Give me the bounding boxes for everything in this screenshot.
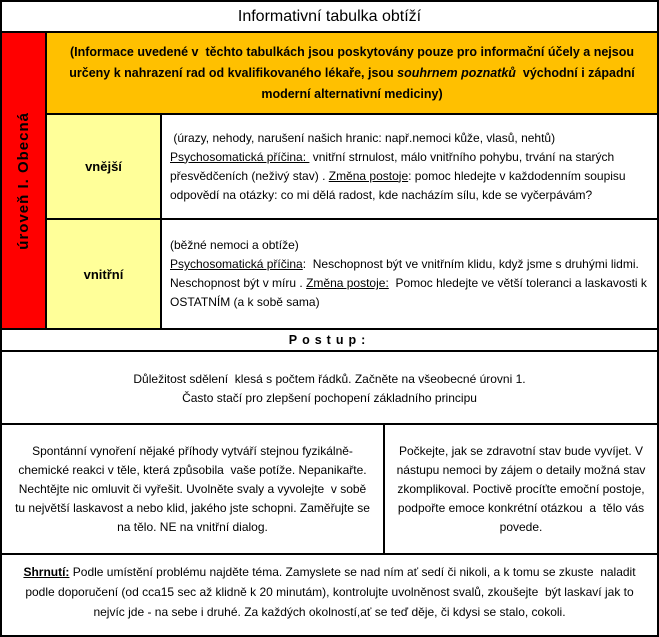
row-content-cell-vnitrni (162, 220, 657, 328)
importance-line-1: Důležitost sdělení klesá s počtem řádků. Začněte na všeobecné úrovni 1. (133, 372, 526, 386)
row-content-cell-vnejsi (162, 115, 657, 218)
row-content-vnitrni: (běžné nemoci a obtíže) Psychosomatická příčina: Neschopnost být ve vnitřním klidu, když jsme s druhými lidmi. Neschopnost být v míru . Změna postoje: Pomoc hledejte ve větší toleranci a laskavosti k OSTATNÍM (a k sobě sama) (170, 238, 651, 309)
table-row-vnejsi (47, 115, 657, 220)
page-title: Informativní tabulka obtíží (2, 2, 657, 33)
summary-text: Shrnutí: Podle umístění problému najděte téma. Zamyslete se nad ním ať sedí či nikoli, a k tomu se zkuste naladit podle doporučení (od cca15 sec až klidně k 20 minutám), kontrolujte uvolněnost svalů, zkoušejte být laskaví jak to nejvíc jde - na sebe i druhé. Za každých okolností,ať se teď děje, či kdysi se stalo, cokoli. (23, 565, 639, 619)
row-label-vnejsi: vnější (47, 115, 162, 218)
level-cell (2, 33, 47, 328)
instruction-columns (2, 425, 657, 555)
importance-note (2, 352, 657, 425)
disclaimer-cell (47, 33, 657, 115)
instruction-left: Spontánní vynoření nějaké příhody vytváří stejnou fyzikálně-chemické reakci v těle, která způsobila vaše potíže. Nepanikařte. Nechtějte nic omluvit či vyřešit. Uvolněte svaly a vyvolejte v sobě tu největší laskavost a nebo klid, jakého jste schopni. Zaměřujte se na tělo. NE na vnitřní dialog. (2, 425, 385, 553)
postup-heading: Postup: (2, 330, 657, 352)
level-table (2, 33, 657, 330)
level-label: úroveň I. Obecná (15, 111, 32, 250)
importance-line-2: Často stačí pro zlepšení pochopení základního principu (182, 391, 477, 405)
table-row-vnitrni (47, 220, 657, 328)
row-label-vnitrni: vnitřní (47, 220, 162, 328)
level-table-body (47, 33, 657, 328)
disclaimer-text: (Informace uvedené v těchto tabulkách jsou poskytovány pouze pro informační účely a nejsou určeny k nahrazení rad od kvalifikovaného lékaře, jsou souhrnem poznatků východní i západní moderní alternativní mediciny) (69, 44, 639, 101)
summary-section (2, 555, 657, 635)
instruction-right: Počkejte, jak se zdravotní stav bude vyvíjet. V nástupu nemoci by zájem o detaily možná stav zkomplikoval. Poctivě procíťte emoční postoje, podpořte emoce konkrétní otázkou a tělo vás povede. (396, 443, 649, 534)
row-content-vnejsi: (úrazy, nehody, narušení našich hranic: např.nemoci kůže, vlasů, nehtů) Psychosomatická příčina: vnitřní strnulost, málo vnitřního pohybu, trvání na starých přesvědčeních (neživý stav) . Změna postoje: pomoc hledejte v každodenním soupisu odpovědí na otázky: co mi dělá radost, kde nacházím sílu, kde se vyčerpávám? (170, 130, 629, 202)
